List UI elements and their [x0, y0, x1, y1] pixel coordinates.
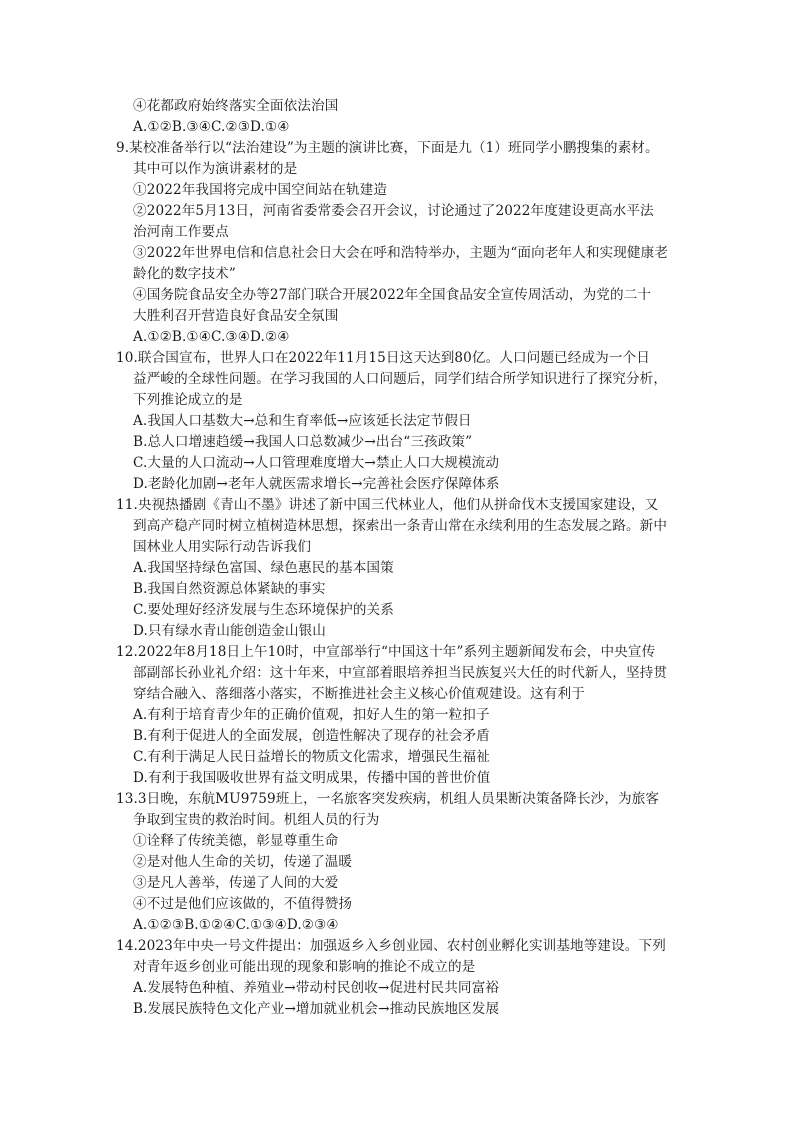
q10-option-c: C.大量的人口流动→人口管理难度增大→禁止人口大规模流动 [133, 455, 500, 471]
question-12-stem-cont: 部副部长孙业礼介绍：这十年来，中宣部着眼培养担当民族复兴大任的时代新人，坚持贯 [133, 665, 668, 681]
q11-option-c: C.要处理好经济发展与生态环境保护的关系 [133, 602, 394, 618]
q9-item-2: ②2022年5月13日，河南省委常委会召开会议，讨论通过了2022年度建设更高水平法 [133, 203, 654, 219]
q9-item-4: ④国务院食品安全办等27部门联合开展2022年全国食品安全宣传周活动，为党的二十 [133, 287, 652, 303]
question-10-stem-cont: 下列推论成立的是 [133, 392, 243, 408]
answer-choices-q13: A.①②③B.①②④C.①③④D.②③④ [133, 917, 339, 933]
q12-option-a: A.有利于培育青少年的正确价值观，扣好人生的第一粒扣子 [133, 707, 490, 723]
q12-option-b: B.有利于促进人的全面发展，创造性解决了现存的社会矛盾 [133, 728, 490, 744]
q14-option-a: A.发展特色种植、养殖业→带动村民创收→促进村民共同富裕 [133, 980, 499, 996]
q10-option-a: A.我国人口基数大→总和生育率低→应该延长法定节假日 [133, 413, 472, 429]
answer-choices-q8: A.①②B.③④C.②③D.①④ [133, 119, 290, 135]
option-statement-4: ④花都政府始终落实全面依法治国 [133, 98, 339, 114]
q10-option-d: D.老龄化加剧→老年人就医需求增长→完善社会医疗保障体系 [133, 476, 500, 492]
question-11-stem-cont: 国林业人用实际行动告诉我们 [133, 539, 312, 555]
q9-item-4-cont: 大胜利召开营造良好食品安全氛围 [133, 308, 339, 324]
question-13-stem: 13.3日晚，东航MU9759班上，一名旅客突发疾病，机组人员果断决策备降长沙，为旅客 [116, 791, 660, 807]
q9-item-3: ③2022年世界电信和信息社会日大会在呼和浩特举办，主题为“面向老年人和实现健康老 [133, 245, 669, 261]
answer-choices-q9: A.①②B.①④C.③④D.②④ [133, 329, 290, 345]
question-13-stem-cont: 争取到宝贵的救治时间。机组人员的行为 [133, 812, 380, 828]
q9-item-1: ①2022年我国将完成中国空间站在轨建造 [133, 182, 388, 198]
question-11-stem: 11.央视热播剧《青山不墨》讲述了新中国三代林业人，他们从拼命伐木支援国家建设，又 [116, 497, 659, 513]
question-9-stem-cont: 其中可以作为演讲素材的是 [133, 161, 298, 177]
q14-option-b: B.发展民族特色文化产业→增加就业机会→推动民族地区发展 [133, 1001, 500, 1017]
q9-item-2-cont: 治河南工作要点 [133, 224, 229, 240]
q11-option-b: B.我国自然资源总体紧缺的事实 [133, 581, 326, 597]
q12-option-d: D.有利于我国吸收世界有益文明成果，传播中国的普世价值 [133, 770, 491, 786]
question-14-stem: 14.2023年中央一号文件提出：加强返乡入乡创业园、农村创业孵化实训基地等建设。下列 [116, 938, 666, 954]
question-11-stem-cont: 到高产稳产同时树立植树造林思想，探索出一条青山常在永续利用的生态发展之路。新中 [133, 518, 668, 534]
q11-option-a: A.我国坚持绿色富国、绿色惠民的基本国策 [133, 560, 394, 576]
q11-option-d: D.只有绿水青山能创造金山银山 [133, 623, 326, 639]
q13-item-1: ①诠释了传统美德，彰显尊重生命 [133, 833, 339, 849]
question-9-stem: 9.某校准备举行以“法治建设”为主题的演讲比赛，下面是九（1）班同学小鹏搜集的素材。 [116, 140, 659, 156]
question-10-stem-cont: 益严峻的全球性问题。在学习我国的人口问题后，同学们结合所学知识进行了探究分析， [133, 371, 668, 387]
q10-option-b: B.总人口增速趋缓→我国人口总数减少→出台“三孩政策” [133, 434, 473, 450]
question-10-stem: 10.联合国宣布，世界人口在2022年11月15日这天达到80亿。人口问题已经成为一个日 [116, 350, 650, 366]
question-14-stem-cont: 对青年返乡创业可能出现的现象和影响的推论不成立的是 [133, 959, 476, 975]
q9-item-3-cont: 龄化的数字技术” [133, 266, 236, 282]
q13-item-4: ④不过是他们应该做的，不值得赞扬 [133, 896, 353, 912]
q13-item-2: ②是对他人生命的关切，传递了温暖 [133, 854, 353, 870]
q13-item-3: ③是凡人善举，传递了人间的大爱 [133, 875, 339, 891]
question-12-stem-cont: 穿结合融入、落细落小落实，不断推进社会主义核心价值观建设。这有利于 [133, 686, 585, 702]
q12-option-c: C.有利于满足人民日益增长的物质文化需求，增强民生福祉 [133, 749, 490, 765]
question-12-stem: 12.2022年8月18日上午10时，中宣部举行“中国这十年”系列主题新闻发布会，中央宣传 [116, 644, 656, 660]
